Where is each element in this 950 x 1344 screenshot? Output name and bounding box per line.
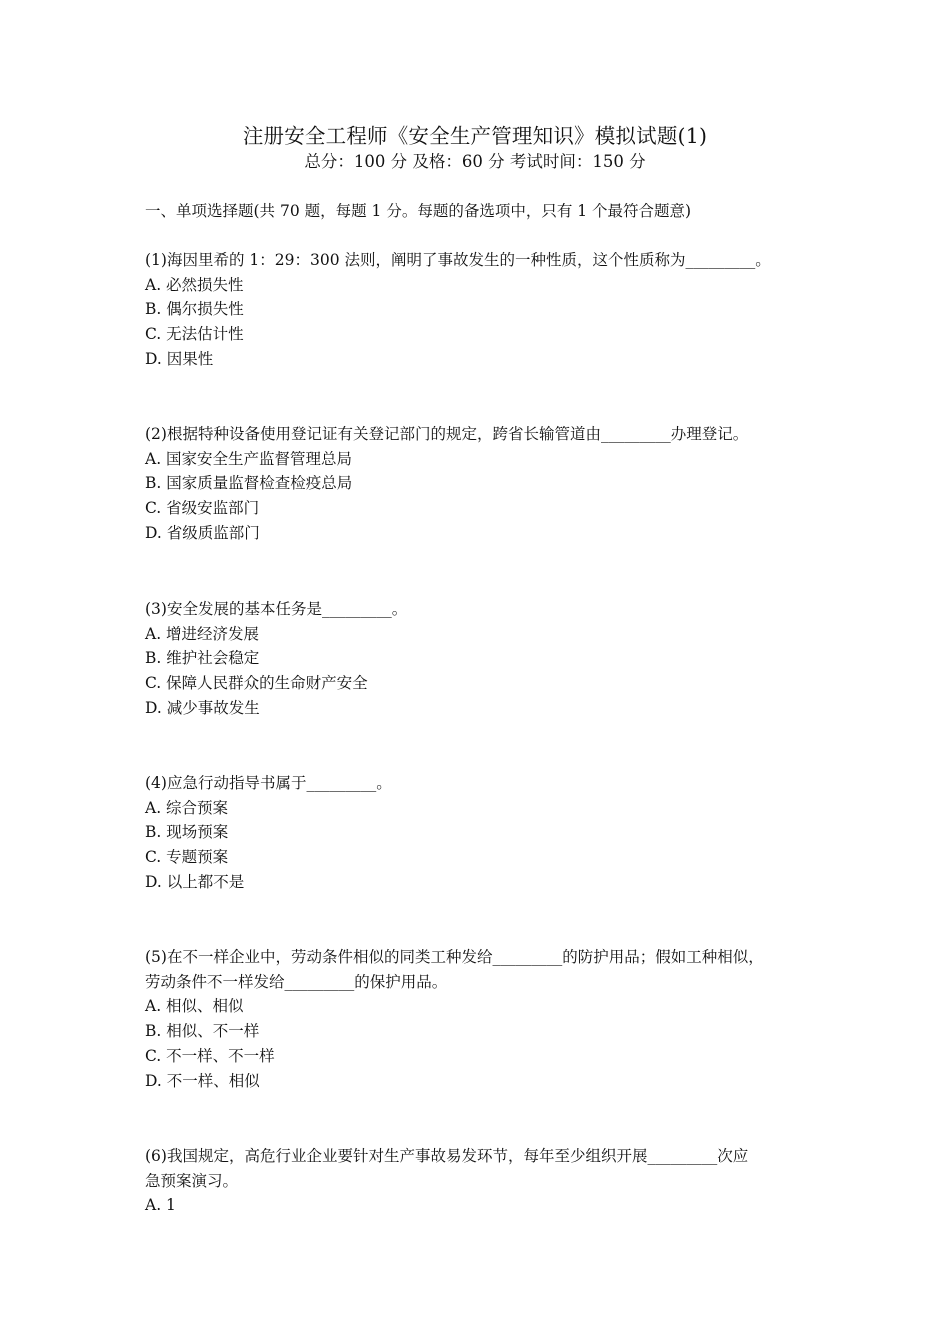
question-stem: (1)海因里希的 1：29：300 法则，阐明了事故发生的一种性质，这个性质称为_________。 (145, 251, 771, 269)
question-stem-line-2: 劳动条件不一样发给_________的保护用品。 (145, 972, 448, 991)
option-b: B. 偶尔损失性 (145, 300, 244, 319)
option-c: C. 省级安监部门 (145, 499, 260, 518)
section-heading: 一、单项选择题(共 70 题，每题 1 分。每题的备选项中，只有 1 个最符合题意) (145, 202, 692, 220)
option-a: A. 相似、相似 (145, 997, 244, 1016)
option-c: C. 保障人民群众的生命财产安全 (145, 674, 368, 693)
question-stem: (4)应急行动指导书属于_________。 (145, 774, 392, 792)
question-stem-line-2: 急预案演习。 (145, 1171, 239, 1190)
exam-info: 总分：100 分 及格：60 分 考试时间：150 分 (304, 152, 646, 171)
question-6 (145, 1144, 815, 1218)
question-5 (145, 945, 815, 1093)
question-3 (145, 597, 815, 721)
question-2 (145, 422, 815, 546)
option-b: B. 相似、不一样 (145, 1021, 260, 1040)
option-a: A. 增进经济发展 (145, 624, 260, 643)
option-a: A. 必然损失性 (145, 275, 244, 294)
option-c: C. 专题预案 (145, 848, 229, 867)
option-a: A. 综合预案 (145, 798, 229, 817)
option-b: B. 国家质量监督检查检疫总局 (145, 474, 353, 493)
option-d: D. 省级质监部门 (145, 523, 260, 542)
option-b: B. 现场预案 (145, 823, 229, 842)
option-c: C. 无法估计性 (145, 325, 244, 344)
question-1 (145, 248, 815, 372)
question-stem: (3)安全发展的基本任务是_________。 (145, 600, 408, 618)
option-b: B. 维护社会稳定 (145, 649, 260, 668)
question-stem-line-1: (6)我国规定，高危行业企业要针对生产事故易发环节，每年至少组织开展_________次应 (145, 1147, 749, 1165)
question-stem: (2)根据特种设备使用登记证有关登记部门的规定，跨省长输管道由_________办理登记。 (145, 425, 749, 443)
option-a: A. 国家安全生产监督管理总局 (145, 449, 353, 468)
option-c: C. 不一样、不一样 (145, 1046, 275, 1065)
option-d: D. 减少事故发生 (145, 698, 260, 717)
option-d: D. 不一样、相似 (145, 1071, 260, 1090)
question-stem-line-1: (5)在不一样企业中，劳动条件相似的同类工种发给_________的防护用品；假如工种相似， (145, 948, 764, 966)
option-a: A. 1 (145, 1196, 176, 1215)
document-title: 注册安全工程师《安全生产管理知识》模拟试题(1) (242, 124, 708, 148)
question-4 (145, 771, 815, 895)
option-d: D. 以上都不是 (145, 872, 245, 891)
option-d: D. 因果性 (145, 349, 214, 368)
